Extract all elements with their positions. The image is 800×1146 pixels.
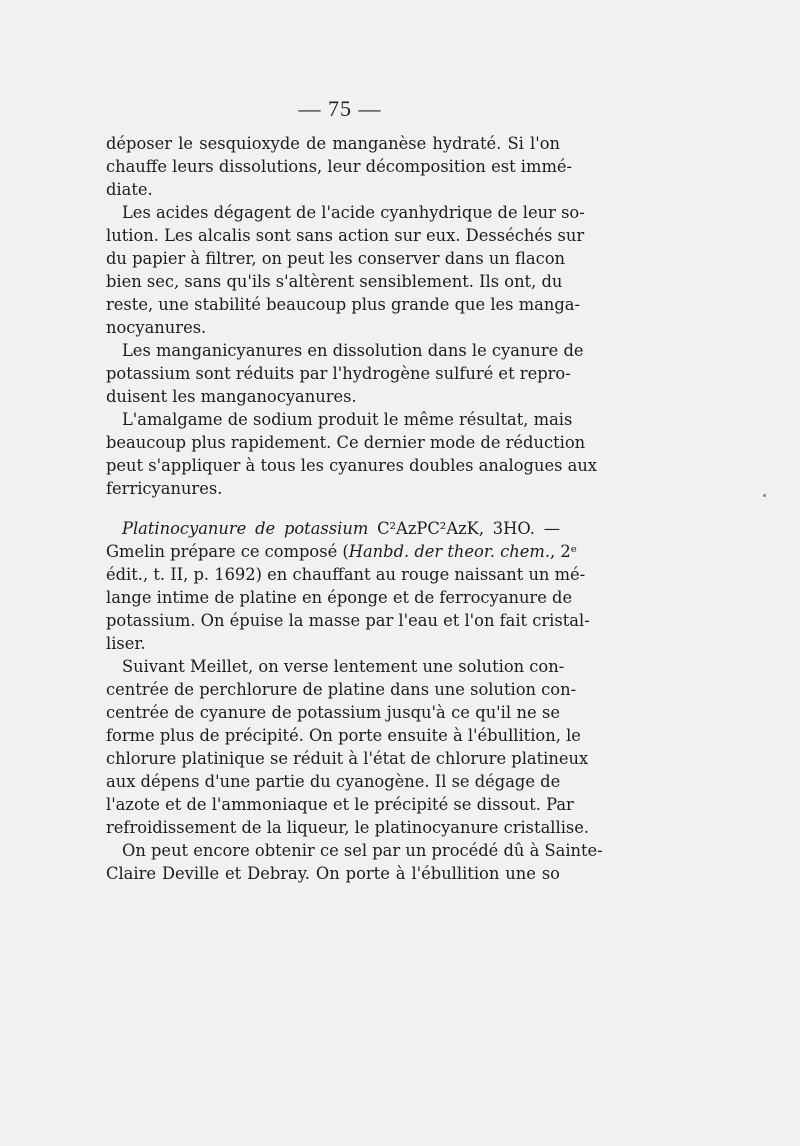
text-line: chlorure platinique se réduit à l'état de chlorure platineux: [106, 749, 589, 768]
text-fragment: , 2ᵉ: [550, 542, 578, 561]
text-line: centrée de perchlorure de platine dans une solution con-: [106, 680, 577, 699]
section-formula: C²AzPC²AzK, 3HO. —: [368, 519, 560, 538]
text-line: Suivant Meillet, on verse lentement une solution con-: [122, 657, 565, 676]
text-line: aux dépens d'une partie du cyanogène. Il se dégage de: [106, 772, 561, 791]
text-line: reste, une stabilité beaucoup plus grande que les manga-: [106, 295, 580, 314]
text-line: diate.: [106, 180, 153, 199]
text-line: lange intime de platine en éponge et de ferrocyanure de: [106, 588, 573, 607]
page-number: — 75 —: [298, 96, 382, 121]
text-line: potassium sont réduits par l'hydrogène sulfuré et repro-: [106, 364, 571, 383]
text-line: édit., t. II, p. 1692) en chauffant au rouge naissant un mé-: [106, 565, 586, 584]
text-line: Les manganicyanures en dissolution dans le cyanure de: [122, 341, 584, 360]
text-line: L'amalgame de sodium produit le même résultat, mais: [122, 410, 573, 429]
text-line: [106, 540, 578, 563]
text-line: ferricyanures.: [106, 479, 223, 498]
text-line: duisent les manganocyanures.: [106, 387, 357, 406]
text-line: peut s'appliquer à tous les cyanures doubles analogues aux: [106, 456, 597, 475]
paragraph-gap: [106, 500, 560, 517]
body-text: [106, 132, 603, 885]
text-line: chauffe leurs dissolutions, leur décomposition est immé-: [106, 157, 573, 176]
text-line: l'azote et de l'ammoniaque et le précipité se dissout. Par: [106, 795, 574, 814]
text-line: beaucoup plus rapidement. Ce dernier mode de réduction: [106, 433, 586, 452]
text-fragment: Gmelin prépare ce composé (: [106, 542, 349, 561]
paper-speck: [763, 494, 766, 497]
text-line: nocyanures.: [106, 318, 207, 337]
text-line: lution. Les alcalis sont sans action sur eux. Desséchés sur: [106, 226, 585, 245]
text-line: potassium. On épuise la masse par l'eau et l'on fait cristal-: [106, 611, 590, 630]
text-line: du papier à filtrer, on peut les conserver dans un flacon: [106, 249, 566, 268]
text-line: forme plus de précipité. On porte ensuite à l'ébullition, le: [106, 726, 581, 745]
text-line: bien sec, sans qu'ils s'altèrent sensiblement. Ils ont, du: [106, 272, 563, 291]
text-line: refroidissement de la liqueur, le platinocyanure cristallise.: [106, 818, 590, 837]
text-line: Claire Deville et Debray. On porte à l'ébullition une so: [106, 864, 560, 883]
text-line: liser.: [106, 634, 146, 653]
text-line: On peut encore obtenir ce sel par un procédé dû à Sainte-: [122, 841, 603, 860]
text-line: centrée de cyanure de potassium jusqu'à ce qu'il ne se: [106, 703, 560, 722]
text-line: déposer le sesquioxyde de manganèse hydraté. Si l'on: [106, 134, 560, 153]
citation-title: Hanbd. der theor. chem.: [348, 542, 551, 561]
section-title-line: [106, 517, 560, 540]
section-title: Platinocyanure de potassium: [122, 519, 369, 538]
text-line: Les acides dégagent de l'acide cyanhydrique de leur so-: [122, 203, 585, 222]
